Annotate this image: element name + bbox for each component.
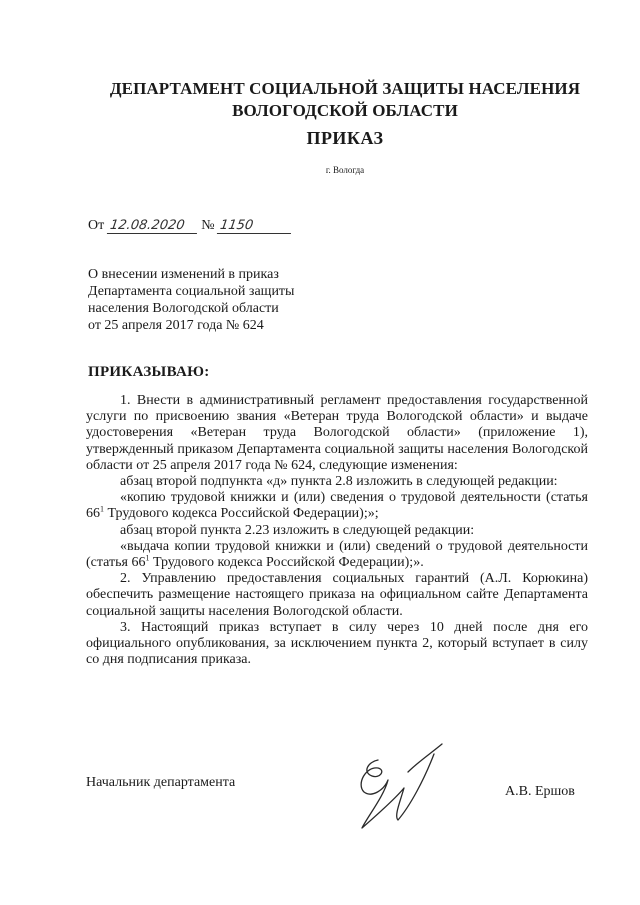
department-title xyxy=(100,78,590,122)
command-heading: ПРИКАЗЫВАЮ: xyxy=(88,364,210,380)
signer-name: А.В. Ершов xyxy=(505,784,575,799)
order-number: 1150 xyxy=(217,218,293,234)
order-date-number-line xyxy=(88,218,292,234)
department-title-line-1: ДЕПАРТАМЕНТ СОЦИАЛЬНОЙ ЗАЩИТЫ НАСЕЛЕНИЯ xyxy=(109,79,581,98)
paragraph-3-text-b: Трудового кодекса Российской Федерации);»; xyxy=(104,506,379,522)
order-body xyxy=(86,393,588,668)
subject-line: Департамента социальной защиты xyxy=(88,284,295,299)
paragraph-4: абзац второй пункта 2.23 изложить в следующей редакции: xyxy=(120,522,475,538)
number-label: № xyxy=(201,218,215,233)
paragraph-6: 2. Управлению предоставления социальных гарантий (А.Л. Корюкина) обеспечить размещение настоящего приказа на официальном сайте Департамента социальной защиты населения Вологодской области. xyxy=(86,571,588,619)
paragraph-1: 1. Внести в административный регламент предоставления государственной услуги по присвоению звания «Ветеран труда Вологодской области» и выдаче удостоверения «Ветеран труда Вологодской области» (приложение 1), утвержденный приказом Департамента социальной защиты населения Вологодской области от 25 апреля 2017 года № 624, следующие изменения: xyxy=(86,393,588,473)
paragraph-2: абзац второй подпункта «д» пункта 2.8 изложить в следующей редакции: xyxy=(120,474,558,490)
subject-line: населения Вологодской области xyxy=(88,301,279,316)
paragraph-5-text-a: «выдача копии трудовой книжки и (или) сведений о трудовой деятельности (статья 66 xyxy=(86,538,588,571)
city-label: г. Вологда xyxy=(325,165,365,175)
order-title: ПРИКАЗ xyxy=(306,128,384,148)
signer-role: Начальник департамента xyxy=(86,775,236,790)
paragraph-3-text-a: «копию трудовой книжки и (или) сведения о трудовой деятельности (статья 66 xyxy=(86,490,588,522)
paragraph-5-sup: 1 xyxy=(145,553,150,563)
paragraph-3-sup: 1 xyxy=(100,504,104,514)
paragraph-5-text-b: Трудового кодекса Российской Федерации);». xyxy=(149,555,424,571)
paragraph-3 xyxy=(86,490,588,522)
order-subject xyxy=(88,266,294,334)
paragraph-5 xyxy=(86,539,588,571)
from-label: От xyxy=(88,218,105,233)
subject-line: от 25 апреля 2017 года № 624 xyxy=(88,318,264,333)
department-title-line-2: ВОЛОГОДСКОЙ ОБЛАСТИ xyxy=(232,101,458,120)
paragraph-7: 3. Настоящий приказ вступает в силу через 10 дней после дня его официального опубликования, за исключением пункта 2, который вступает в силу со дня подписания приказа. xyxy=(86,619,588,668)
handwritten-signature xyxy=(338,732,458,842)
subject-line: О внесении изменений в приказ xyxy=(88,267,279,282)
order-date: 12.08.2020 xyxy=(107,218,199,234)
